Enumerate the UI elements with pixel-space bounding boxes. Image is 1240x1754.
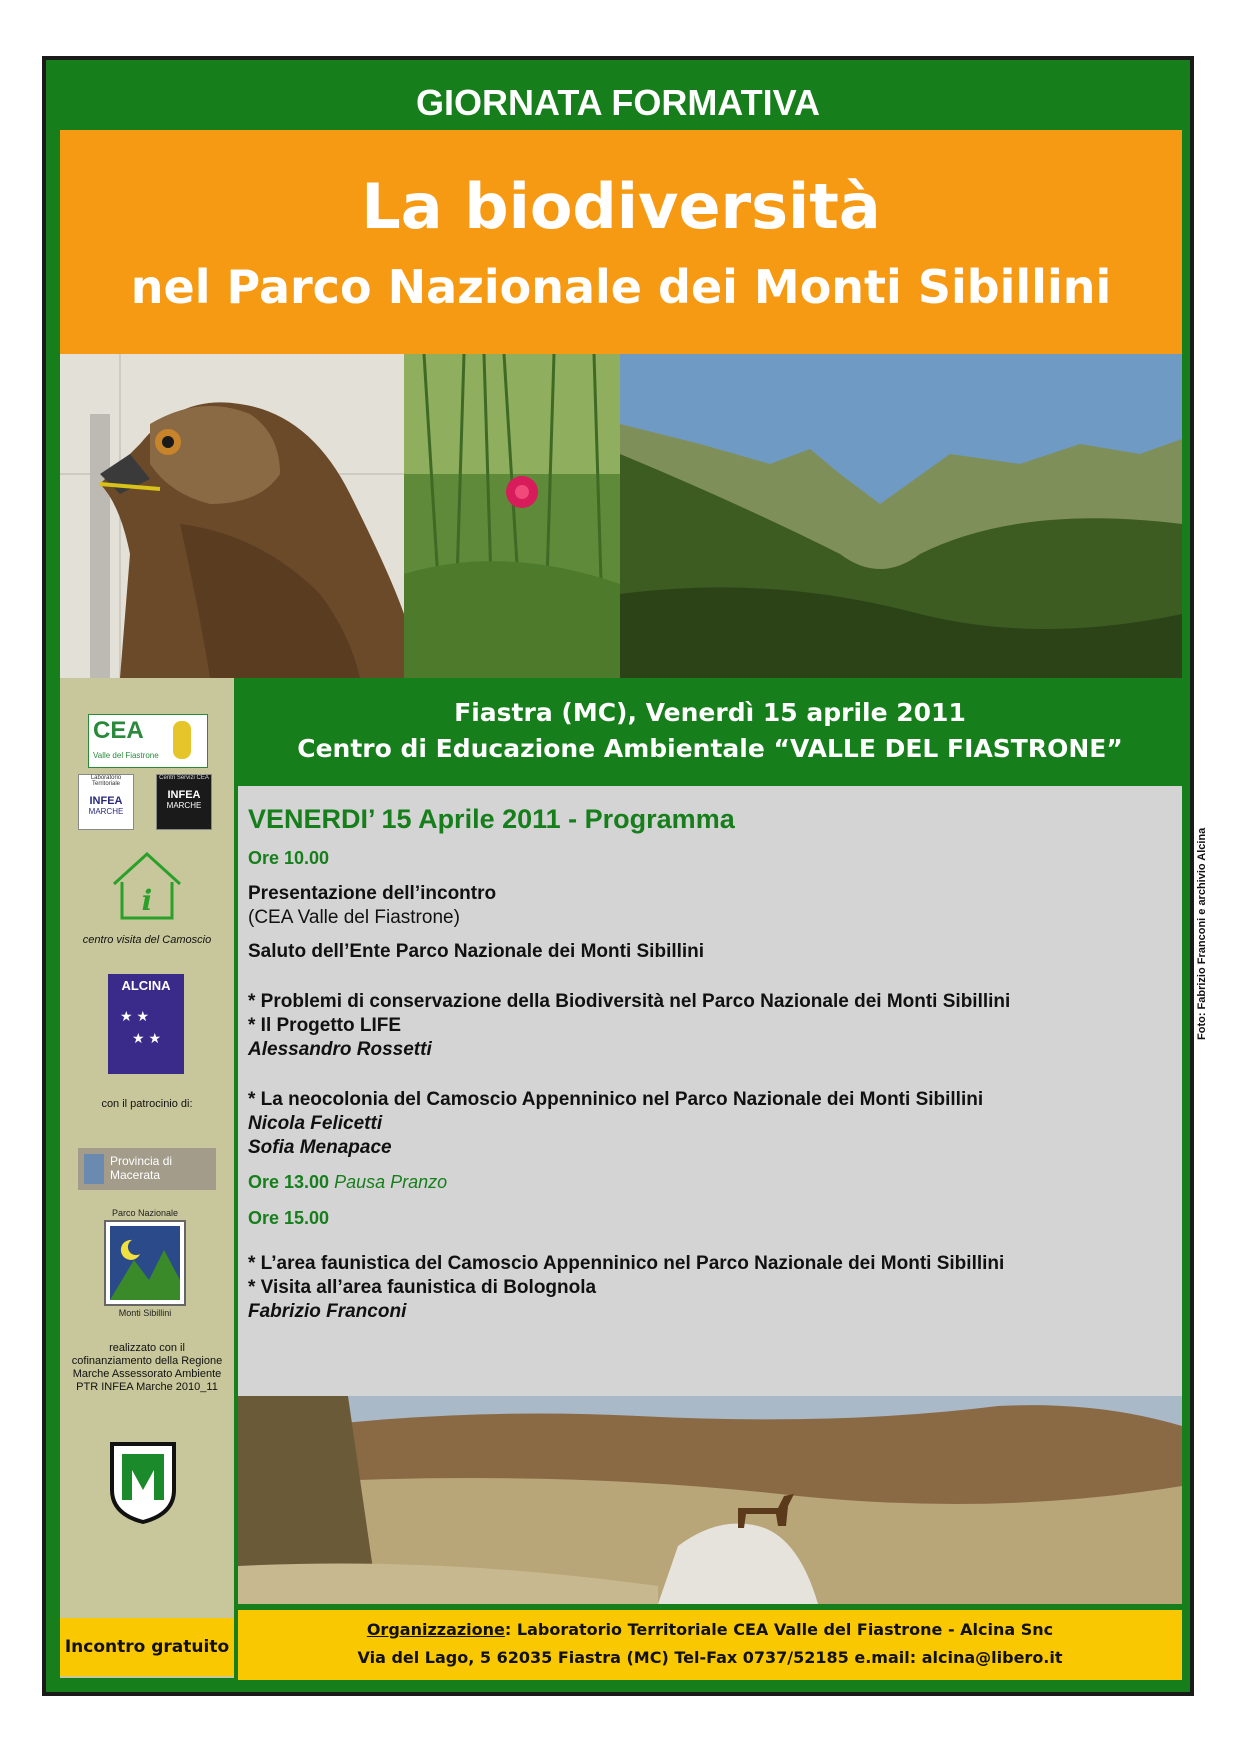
sponsor-sidebar [60, 678, 234, 1678]
alcina-logo [108, 974, 184, 1074]
infea2-name: INFEA [167, 789, 201, 801]
programme-item: Saluto dell’Ente Parco Nazionale dei Monti Sibillini [248, 941, 705, 962]
alcina-logo-text: ALCINA [121, 978, 171, 993]
star-icon: ★ ★ [132, 1030, 161, 1046]
parco-logo-top: Parco Nazionale [111, 1208, 179, 1218]
kicker-title: GIORNATA FORMATIVA [416, 82, 820, 123]
infea1-region: MARCHE [88, 807, 124, 816]
infea1-top: Laboratorio Territoriale [90, 775, 122, 787]
programme-item: * La neocolonia del Camoscio Appenninico nel Parco Nazionale dei Monti Sibillini [248, 1089, 984, 1110]
speaker-name: Nicola Felicetti [248, 1113, 383, 1134]
programme-item: * Visita all’area faunistica di Bolognola [248, 1277, 597, 1298]
provincia-logo-text: Provincia di Macerata [110, 1154, 173, 1182]
parco-logo-bottom: Monti Sibillini [118, 1308, 172, 1318]
insect-icon [173, 721, 191, 759]
main-subtitle: nel Parco Nazionale dei Monti Sibillini [130, 260, 1112, 314]
organizer-name: : Laboratorio Territoriale CEA Valle del Fiastrone - Alcina Snc [504, 1620, 1054, 1639]
programme-item: (CEA Valle del Fiastrone) [248, 907, 460, 928]
event-date-band [238, 678, 1182, 778]
peony-photo [404, 354, 620, 678]
time-slot: Ore 10.00 [248, 848, 330, 868]
photo-credit: Foto: Fabrizio Franconi e archivio Alcina [1196, 827, 1208, 1040]
infea2-region: MARCHE [166, 801, 202, 810]
organizer-footer [238, 1610, 1182, 1680]
time-slot: Ore 15.00 [248, 1208, 330, 1228]
cea-logo-text: CEA [93, 717, 144, 744]
eagle-photo [60, 354, 404, 678]
organizer-label: Organizzazione [366, 1620, 505, 1639]
cea-logo [88, 714, 208, 768]
parco-sibillini-logo [100, 1208, 190, 1322]
cea-logo-sub: Valle del Fiastrone [93, 751, 159, 760]
time-slot [248, 1170, 447, 1194]
event-venue: Centro di Educazione Ambientale “VALLE DEL FIASTRONE” [297, 734, 1123, 763]
cofinanziamento-note: realizzato con il cofinanziamento della Regione Marche Assessorato Ambiente PTR INFEA Marche 2010_11 [71, 1342, 223, 1393]
chamois-photo [238, 1396, 1182, 1604]
programme-item: * Problemi di conservazione della Biodiversità nel Parco Nazionale dei Monti Sibillini [248, 991, 1011, 1012]
coat-of-arms-icon [84, 1154, 104, 1184]
title-banner [60, 130, 1182, 354]
visit-center-caption: centro visita del Camoscio [82, 934, 212, 946]
infea-logo-laboratorio [78, 774, 134, 830]
programme-item: * L’area faunistica del Camoscio Appenninico nel Parco Nazionale dei Monti Sibillini [248, 1253, 1005, 1274]
programme-box [238, 786, 1182, 1396]
regione-marche-logo [108, 1440, 178, 1524]
speaker-name: Alessandro Rossetti [248, 1039, 432, 1060]
infea-logo-centri [156, 774, 212, 830]
organizer-line1 [238, 1620, 1182, 1639]
star-icon: ★ ★ [120, 1008, 149, 1024]
free-event-badge: Incontro gratuito [60, 1618, 234, 1676]
lunch-break: Pausa Pranzo [334, 1172, 448, 1192]
svg-text:i: i [141, 884, 153, 917]
infea1-name: INFEA [89, 795, 123, 807]
programme-item: Presentazione dell’incontro [248, 883, 497, 904]
infea2-top: Centri Servizi CEA [159, 775, 209, 781]
photo-strip [60, 354, 1182, 678]
programme-heading: VENERDI’ 15 Aprile 2011 - Programma [248, 804, 735, 834]
provincia-logo [78, 1148, 216, 1190]
speaker-name: Fabrizio Franconi [248, 1301, 407, 1322]
programme-item: * Il Progetto LIFE [248, 1015, 402, 1036]
poster-frame [42, 56, 1208, 1696]
organizer-contact: Via del Lago, 5 62035 Fiastra (MC) Tel-Fax 0737/52185 e.mail: alcina@libero.it [357, 1648, 1063, 1667]
time-slot-time: Ore 13.00 [248, 1172, 335, 1192]
visit-center-icon [104, 846, 190, 924]
patronage-label: con il patrocinio di: [101, 1098, 193, 1110]
poster-body [46, 60, 1208, 1692]
speaker-name: Sofia Menapace [248, 1137, 392, 1158]
event-place-date: Fiastra (MC), Venerdì 15 aprile 2011 [454, 698, 966, 727]
mountain-photo [620, 354, 1182, 678]
main-title: La biodiversità [361, 170, 881, 243]
